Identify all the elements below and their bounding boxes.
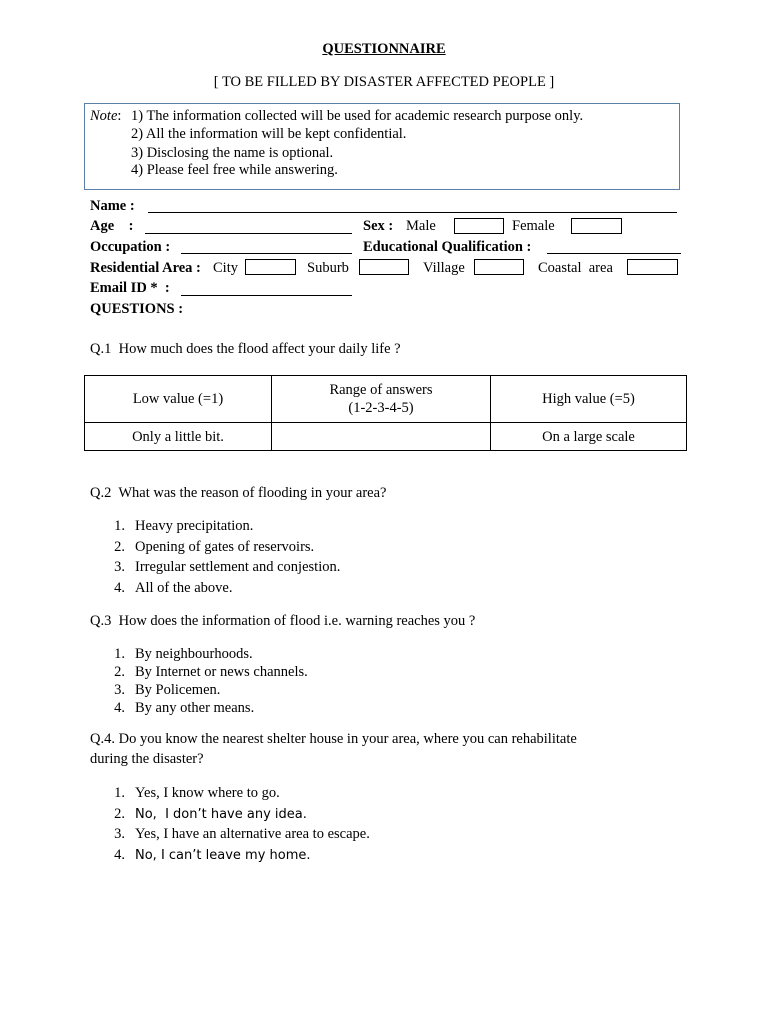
range-header-line1: Range of answers (329, 382, 433, 398)
male-label: Male (406, 218, 436, 234)
email-field[interactable] (181, 295, 352, 296)
page-subtitle (0, 74, 768, 91)
q3-option-1[interactable] (101, 646, 253, 663)
city-checkbox[interactable] (245, 259, 296, 275)
subtitle-text: TO BE FILLED BY DISASTER AFFECTED PEOPLE ] (218, 74, 555, 90)
range-header-line2: (1-2-3-4-5) (348, 400, 414, 416)
q2-option-4[interactable] (101, 580, 232, 597)
page-title: QUESTIONNAIRE (322, 41, 446, 57)
q1-question: Q.1 How much does the flood affect your daily life ? (90, 341, 401, 357)
option-text: Heavy precipitation. (135, 518, 254, 534)
q2-option-3[interactable] (101, 559, 340, 576)
name-label: Name : (90, 198, 135, 214)
q4-question-line1: Q.4. Do you know the nearest shelter house in your area, where you can rehabilitate (90, 731, 577, 747)
low-value-header: Low value (=1) (85, 376, 272, 423)
note-label-text: Note (90, 108, 118, 124)
email-label: Email ID * : (90, 280, 170, 296)
q4-option-1[interactable] (101, 785, 280, 802)
education-label: Educational Qualification : (363, 239, 532, 255)
option-text: No, I don’t have any idea. (135, 807, 307, 822)
note-label: Note: (90, 108, 122, 124)
option-number: 3. (114, 559, 125, 575)
q4-option-2[interactable] (101, 806, 307, 823)
coastal-label: Coastal area (538, 260, 613, 276)
residential-label: Residential Area : (90, 260, 201, 276)
option-number: 2. (114, 539, 125, 555)
education-field[interactable] (547, 253, 681, 254)
range-header (272, 376, 491, 423)
option-number: 4. (114, 700, 125, 716)
suburb-label: Suburb (307, 260, 349, 276)
q2-option-2[interactable] (101, 539, 314, 556)
high-value-header: High value (=5) (491, 376, 687, 423)
q3-option-2[interactable] (101, 664, 308, 681)
option-text: No, I can’t leave my home. (135, 848, 311, 863)
q3-option-3[interactable] (101, 682, 220, 699)
option-number: 4. (114, 580, 125, 596)
option-text: Yes, I know where to go. (135, 785, 280, 801)
name-field[interactable] (148, 212, 677, 213)
option-number: 3. (114, 682, 125, 698)
q2-question: Q.2 What was the reason of flooding in your area? (90, 485, 387, 501)
subtitle-bracket: [ (213, 74, 219, 90)
q4-question-line2: during the disaster? (90, 751, 204, 767)
q1-rating-table (84, 375, 687, 451)
age-field[interactable] (145, 233, 352, 234)
option-text: All of the above. (135, 580, 233, 596)
option-number: 1. (114, 785, 125, 801)
q4-option-3[interactable] (101, 826, 370, 843)
option-number: 1. (114, 518, 125, 534)
option-number: 2. (114, 664, 125, 680)
option-text: By any other means. (135, 700, 255, 716)
option-number: 4. (114, 847, 125, 863)
village-label: Village (423, 260, 465, 276)
low-value-cell: Only a little bit. (85, 423, 272, 451)
q3-option-4[interactable] (101, 700, 254, 717)
occupation-field[interactable] (181, 253, 352, 254)
option-number: 2. (114, 806, 125, 822)
occupation-label: Occupation : (90, 239, 171, 255)
suburb-checkbox[interactable] (359, 259, 409, 275)
option-text: By neighbourhoods. (135, 646, 253, 662)
note-point-4: 4) Please feel free while answering. (131, 162, 338, 178)
city-label: City (213, 260, 238, 276)
coastal-checkbox[interactable] (627, 259, 678, 275)
female-checkbox[interactable] (571, 218, 622, 234)
option-number: 3. (114, 826, 125, 842)
questions-heading: QUESTIONS : (90, 301, 184, 317)
note-point-2: 2) All the information will be kept confidential. (131, 126, 407, 142)
option-text: Opening of gates of reservoirs. (135, 539, 315, 555)
male-checkbox[interactable] (454, 218, 504, 234)
q2-option-1[interactable] (101, 518, 253, 535)
sex-label: Sex : (363, 218, 394, 234)
female-label: Female (512, 218, 555, 234)
note-point-3: 3) Disclosing the name is optional. (131, 145, 334, 161)
option-text: By Internet or news channels. (135, 664, 308, 680)
option-text: Yes, I have an alternative area to escape. (135, 826, 370, 842)
range-answer-cell[interactable] (272, 423, 491, 451)
high-value-cell: On a large scale (491, 423, 687, 451)
option-text: Irregular settlement and conjestion. (135, 559, 341, 575)
age-label: Age : (90, 218, 134, 234)
q3-question: Q.3 How does the information of flood i.e. warning reaches you ? (90, 613, 476, 629)
option-number: 1. (114, 646, 125, 662)
note-point-1: 1) The information collected will be used for academic research purpose only. (131, 108, 584, 124)
village-checkbox[interactable] (474, 259, 524, 275)
q4-option-4[interactable] (101, 847, 311, 864)
option-text: By Policemen. (135, 682, 221, 698)
